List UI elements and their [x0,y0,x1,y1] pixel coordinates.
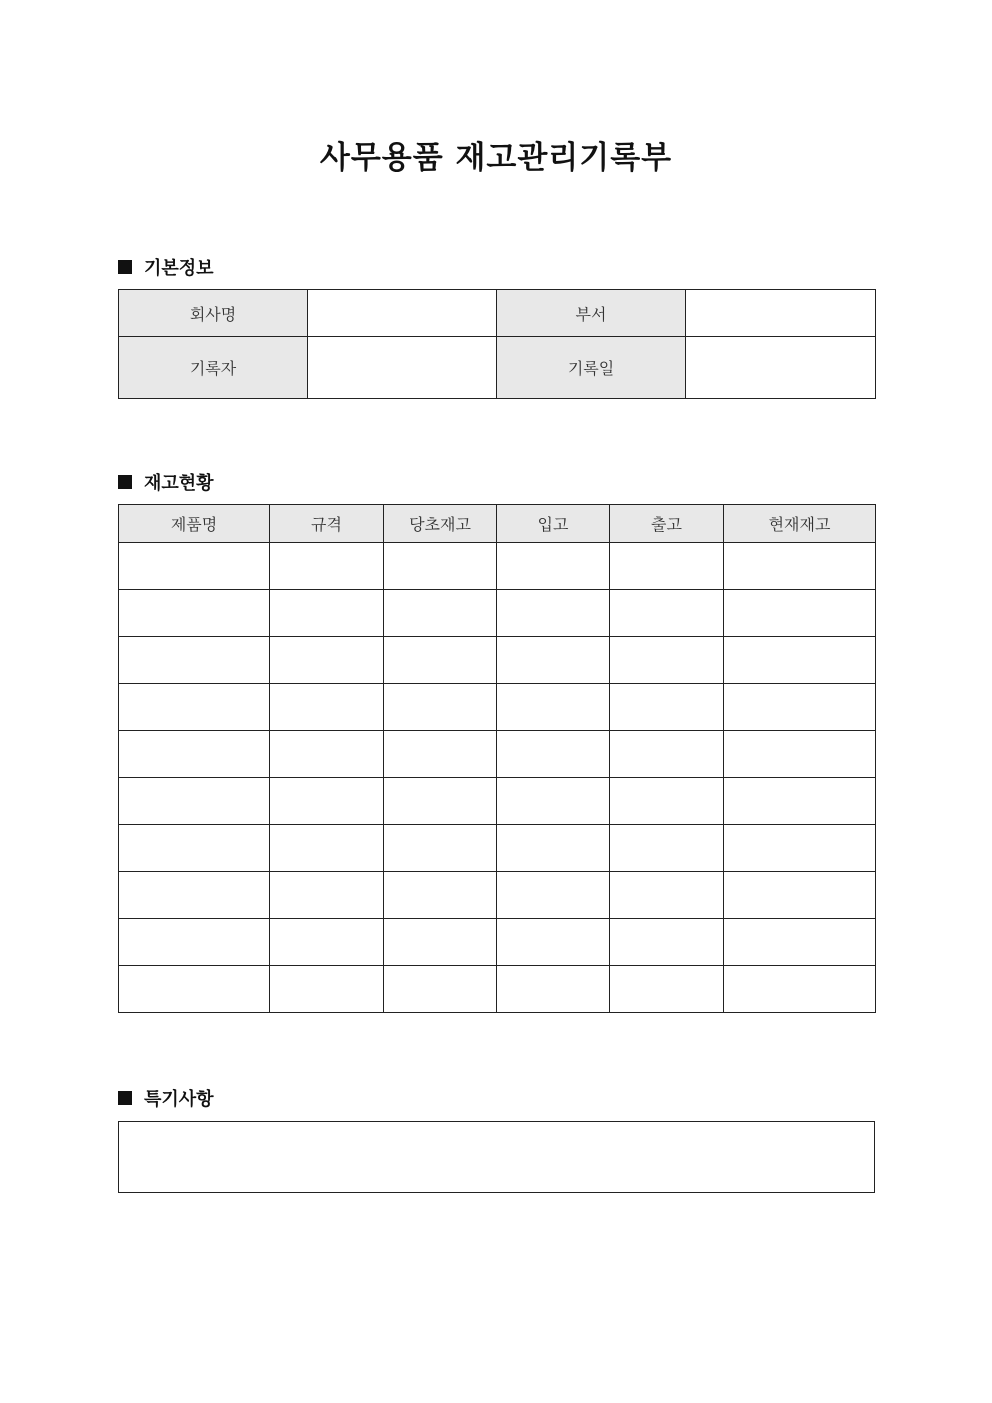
initial-stock-cell[interactable] [384,778,497,825]
inventory-heading-text: 재고현황 [144,473,214,494]
product-name-cell[interactable] [119,731,270,778]
table-row [119,684,876,731]
inventory-table [118,504,876,1013]
spec-cell[interactable] [270,966,384,1013]
stock-out-cell[interactable] [610,731,724,778]
stock-in-cell[interactable] [497,543,610,590]
page-title: 사무용품 재고관리기록부 [319,140,673,176]
stock-in-cell[interactable] [497,684,610,731]
table-row [119,872,876,919]
current-stock-cell[interactable] [724,590,876,637]
initial-stock-cell[interactable] [384,919,497,966]
notes-heading [118,1085,214,1111]
table-row [119,919,876,966]
table-row [119,731,876,778]
current-stock-cell[interactable] [724,825,876,872]
record-date-label: 기록일 [497,337,686,399]
stock-in-cell[interactable] [497,637,610,684]
initial-stock-cell[interactable] [384,543,497,590]
stock-out-cell[interactable] [610,966,724,1013]
notes-field[interactable] [118,1121,875,1193]
record-date-field[interactable] [686,337,876,399]
header-spec: 규격 [270,505,384,543]
initial-stock-cell[interactable] [384,684,497,731]
recorder-field[interactable] [308,337,497,399]
initial-stock-cell[interactable] [384,731,497,778]
notes-heading-text: 특기사항 [144,1089,214,1110]
spec-cell[interactable] [270,590,384,637]
stock-in-cell[interactable] [497,872,610,919]
header-current-stock: 현재재고 [724,505,876,543]
current-stock-cell[interactable] [724,684,876,731]
header-stock-out: 출고 [610,505,724,543]
header-stock-in: 입고 [497,505,610,543]
current-stock-cell[interactable] [724,919,876,966]
stock-in-cell[interactable] [497,590,610,637]
product-name-cell[interactable] [119,966,270,1013]
square-bullet-icon [118,475,132,489]
basic-info-table [118,289,876,399]
company-field[interactable] [308,290,497,337]
product-name-cell[interactable] [119,590,270,637]
stock-in-cell[interactable] [497,778,610,825]
stock-out-cell[interactable] [610,825,724,872]
spec-cell[interactable] [270,684,384,731]
company-label: 회사명 [119,290,308,337]
table-row [119,590,876,637]
table-row [119,966,876,1013]
product-name-cell[interactable] [119,778,270,825]
stock-in-cell[interactable] [497,966,610,1013]
spec-cell[interactable] [270,543,384,590]
stock-out-cell[interactable] [610,872,724,919]
header-initial-stock: 당초재고 [384,505,497,543]
department-field[interactable] [686,290,876,337]
basic-info-heading-text: 기본정보 [144,258,214,279]
spec-cell[interactable] [270,825,384,872]
current-stock-cell[interactable] [724,731,876,778]
inventory-body [119,543,876,1013]
initial-stock-cell[interactable] [384,590,497,637]
spec-cell[interactable] [270,731,384,778]
product-name-cell[interactable] [119,919,270,966]
stock-out-cell[interactable] [610,919,724,966]
spec-cell[interactable] [270,872,384,919]
product-name-cell[interactable] [119,872,270,919]
table-row [119,825,876,872]
stock-out-cell[interactable] [610,684,724,731]
stock-in-cell[interactable] [497,825,610,872]
initial-stock-cell[interactable] [384,872,497,919]
recorder-label: 기록자 [119,337,308,399]
stock-out-cell[interactable] [610,543,724,590]
header-product-name: 제품명 [119,505,270,543]
inventory-header-row [119,505,876,543]
inventory-heading [118,469,214,495]
spec-cell[interactable] [270,637,384,684]
stock-out-cell[interactable] [610,778,724,825]
square-bullet-icon [118,1091,132,1105]
stock-out-cell[interactable] [610,590,724,637]
stock-in-cell[interactable] [497,919,610,966]
table-row [119,778,876,825]
product-name-cell[interactable] [119,825,270,872]
current-stock-cell[interactable] [724,966,876,1013]
basic-info-heading [118,254,214,280]
spec-cell[interactable] [270,919,384,966]
initial-stock-cell[interactable] [384,637,497,684]
current-stock-cell[interactable] [724,637,876,684]
department-label: 부서 [497,290,686,337]
current-stock-cell[interactable] [724,778,876,825]
initial-stock-cell[interactable] [384,825,497,872]
product-name-cell[interactable] [119,684,270,731]
initial-stock-cell[interactable] [384,966,497,1013]
product-name-cell[interactable] [119,543,270,590]
square-bullet-icon [118,260,132,274]
spec-cell[interactable] [270,778,384,825]
current-stock-cell[interactable] [724,543,876,590]
table-row [119,543,876,590]
stock-in-cell[interactable] [497,731,610,778]
current-stock-cell[interactable] [724,872,876,919]
stock-out-cell[interactable] [610,637,724,684]
product-name-cell[interactable] [119,637,270,684]
table-row [119,637,876,684]
